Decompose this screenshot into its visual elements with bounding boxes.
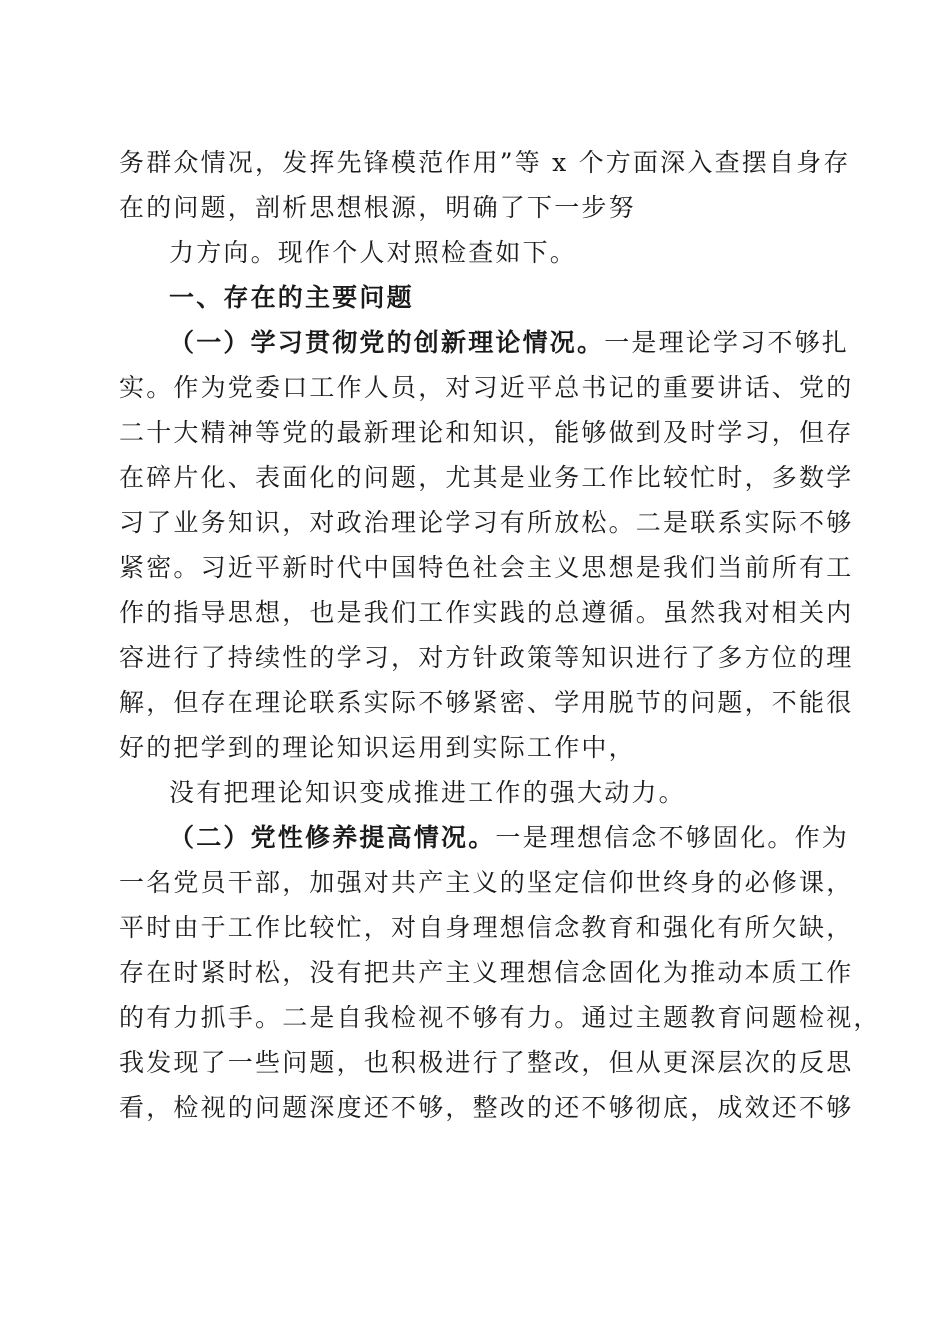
text-line: 务群众情况，发挥先锋模范作用”等 x 个方面深入查摆自身存 (119, 148, 851, 177)
text-line: 好的把学到的理论知识运用到实际工作中， (119, 733, 636, 762)
subsection-line (169, 818, 849, 858)
text-line: 平时由于工作比较忙，对自身理想信念教育和强化有所欠缺， (119, 913, 854, 942)
subsection-heading: （二）党性修养提高情况。 (169, 823, 496, 852)
text-line: 力方向。现作个人对照检查如下。 (169, 238, 578, 267)
text-line: 我发现了一些问题，也积极进行了整改，但从更深层次的反思 (119, 1048, 854, 1077)
text-line: 的有力抓手。二是自我检视不够有力。通过主题教育问题检视， (119, 1003, 881, 1032)
text-line: 解，但存在理论联系实际不够紧密、学用脱节的问题，不能很 (119, 688, 854, 717)
text-line: 二十大精神等党的最新理论和知识，能够做到及时学习，但存 (119, 418, 854, 447)
text-line: 容进行了持续性的学习，对方针政策等知识进行了多方位的理 (119, 643, 854, 672)
text-line: 在碎片化、表面化的问题，尤其是业务工作比较忙时，多数学 (119, 463, 854, 492)
subsection-heading: （一）学习贯彻党的创新理论情况。 (169, 328, 605, 357)
text-line: 没有把理论知识变成推进工作的强大动力。 (169, 778, 686, 807)
text-line: 习了业务知识，对政治理论学习有所放松。二是联系实际不够 (119, 508, 854, 537)
subsection-line (169, 323, 849, 363)
text-line: 一名党员干部，加强对共产主义的坚定信仰世终身的必修课， (119, 868, 854, 897)
text-line: 实。作为党委口工作人员，对习近平总书记的重要讲话、党的 (119, 373, 854, 402)
text-line: 看，检视的问题深度还不够，整改的还不够彻底，成效还不够 (119, 1093, 854, 1122)
text-line: 在的问题，剖析思想根源，明确了下一步努 (119, 193, 636, 222)
subsection-text: 一是理论学习不够扎 (604, 328, 850, 357)
subsection-text: 一是理想信念不够固化。作为 (495, 823, 850, 852)
section-heading: 一、存在的主要问题 (169, 283, 414, 312)
text-line: 紧密。习近平新时代中国特色社会主义思想是我们当前所有工 (119, 553, 854, 582)
text-line: 作的指导思想，也是我们工作实践的总遵循。虽然我对相关内 (119, 598, 854, 627)
text-line: 存在时紧时松，没有把共产主义理想信念固化为推动本质工作 (119, 958, 854, 987)
